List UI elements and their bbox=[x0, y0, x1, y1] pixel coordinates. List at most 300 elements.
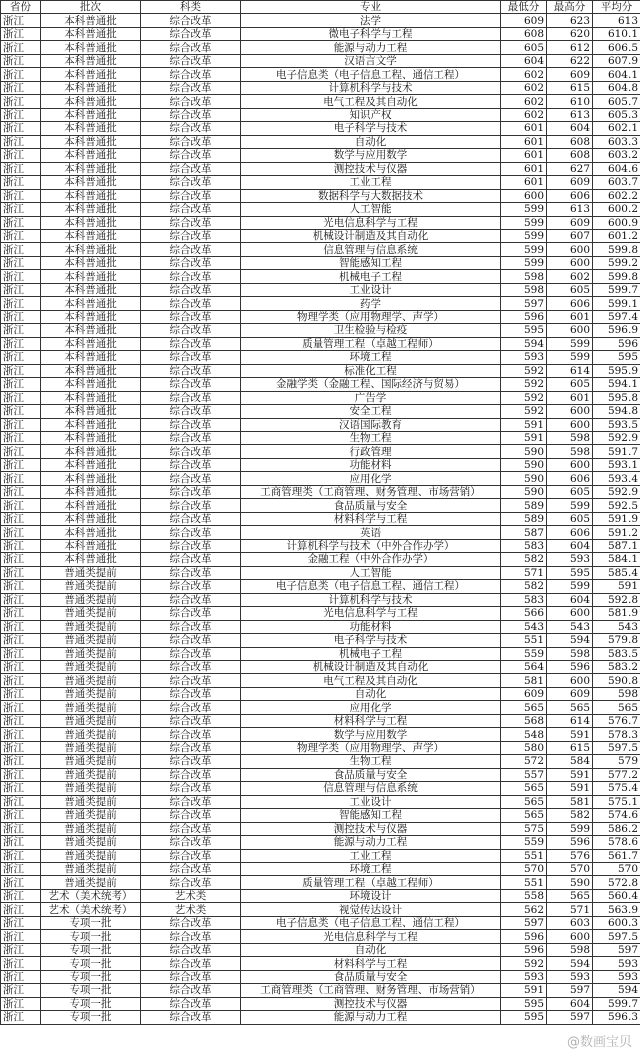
table-row bbox=[1, 539, 640, 552]
batch-cell: 艺术（美术统考） bbox=[41, 889, 141, 902]
table-row bbox=[1, 984, 640, 997]
province-cell: 浙江 bbox=[1, 741, 41, 754]
province-cell: 浙江 bbox=[1, 499, 41, 512]
table-row bbox=[1, 135, 640, 148]
avg-score-cell: 600.3 bbox=[593, 916, 640, 929]
batch-cell: 本科普通批 bbox=[41, 553, 141, 566]
max-score-cell: 609 bbox=[547, 687, 593, 700]
major-cell: 计算机科学与技术（中外合作办学） bbox=[241, 539, 501, 552]
province-cell: 浙江 bbox=[1, 566, 41, 579]
major-cell: 能源与动力工程 bbox=[241, 836, 501, 849]
avg-score-cell: 597 bbox=[593, 943, 640, 956]
min-score-cell: 601 bbox=[501, 162, 547, 175]
avg-score-cell: 591.2 bbox=[593, 526, 640, 539]
province-cell: 浙江 bbox=[1, 997, 41, 1010]
max-score-cell: 602 bbox=[547, 270, 593, 283]
major-cell: 机械电子工程 bbox=[241, 270, 501, 283]
table-row bbox=[1, 68, 640, 81]
batch-cell: 本科普通批 bbox=[41, 27, 141, 40]
max-score-cell: 600 bbox=[547, 607, 593, 620]
min-score-cell: 605 bbox=[501, 41, 547, 54]
batch-cell: 本科普通批 bbox=[41, 283, 141, 296]
avg-score-cell: 595.8 bbox=[593, 391, 640, 404]
batch-cell: 艺术（美术统考） bbox=[41, 903, 141, 916]
category-cell: 综合改革 bbox=[141, 660, 241, 673]
table-row bbox=[1, 647, 640, 660]
batch-cell: 本科普通批 bbox=[41, 95, 141, 108]
batch-cell: 本科普通批 bbox=[41, 189, 141, 202]
table-row bbox=[1, 216, 640, 229]
max-score-cell: 600 bbox=[547, 418, 593, 431]
major-cell: 自动化 bbox=[241, 943, 501, 956]
province-cell: 浙江 bbox=[1, 822, 41, 835]
category-cell: 艺术类 bbox=[141, 889, 241, 902]
category-cell: 综合改革 bbox=[141, 916, 241, 929]
max-score-cell: 609 bbox=[547, 68, 593, 81]
province-cell: 浙江 bbox=[1, 54, 41, 67]
major-cell: 机械设计制造及其自动化 bbox=[241, 229, 501, 242]
batch-cell: 本科普通批 bbox=[41, 458, 141, 471]
major-cell: 卫生检验与检疫 bbox=[241, 324, 501, 337]
min-score-cell: 590 bbox=[501, 445, 547, 458]
avg-score-cell: 572.8 bbox=[593, 876, 640, 889]
avg-score-cell: 597.5 bbox=[593, 741, 640, 754]
avg-score-cell: 591.9 bbox=[593, 512, 640, 525]
batch-cell: 普通类提前 bbox=[41, 580, 141, 593]
province-cell: 浙江 bbox=[1, 310, 41, 323]
province-cell: 浙江 bbox=[1, 135, 41, 148]
province-cell: 浙江 bbox=[1, 580, 41, 593]
table-row bbox=[1, 270, 640, 283]
min-score-cell: 582 bbox=[501, 553, 547, 566]
category-cell: 综合改革 bbox=[141, 984, 241, 997]
category-cell: 综合改革 bbox=[141, 297, 241, 310]
max-score-cell: 600 bbox=[547, 324, 593, 337]
province-cell: 浙江 bbox=[1, 634, 41, 647]
min-score-cell: 593 bbox=[501, 970, 547, 983]
category-cell: 综合改革 bbox=[141, 863, 241, 876]
max-score-cell: 600 bbox=[547, 930, 593, 943]
table-row bbox=[1, 782, 640, 795]
avg-score-cell: 605.7 bbox=[593, 95, 640, 108]
batch-cell: 普通类提前 bbox=[41, 593, 141, 606]
max-score-cell: 604 bbox=[547, 997, 593, 1010]
province-cell: 浙江 bbox=[1, 701, 41, 714]
major-cell: 质量管理工程（卓越工程师） bbox=[241, 876, 501, 889]
avg-score-cell: 593 bbox=[593, 957, 640, 970]
category-cell: 综合改革 bbox=[141, 943, 241, 956]
category-cell: 综合改革 bbox=[141, 876, 241, 889]
province-cell: 浙江 bbox=[1, 458, 41, 471]
avg-score-cell: 575.1 bbox=[593, 795, 640, 808]
province-cell: 浙江 bbox=[1, 916, 41, 929]
max-score-cell: 601 bbox=[547, 391, 593, 404]
min-score-cell: 602 bbox=[501, 81, 547, 94]
major-cell: 药学 bbox=[241, 297, 501, 310]
province-cell: 浙江 bbox=[1, 512, 41, 525]
avg-score-cell: 596 bbox=[593, 337, 640, 350]
avg-score-cell: 599.2 bbox=[593, 256, 640, 269]
avg-score-cell: 578.6 bbox=[593, 836, 640, 849]
category-cell: 综合改革 bbox=[141, 755, 241, 768]
province-cell: 浙江 bbox=[1, 405, 41, 418]
batch-cell: 本科普通批 bbox=[41, 229, 141, 242]
category-cell: 综合改革 bbox=[141, 647, 241, 660]
min-score-cell: 583 bbox=[501, 593, 547, 606]
table-row bbox=[1, 957, 640, 970]
max-score-cell: 605 bbox=[547, 485, 593, 498]
avg-score-cell: 610.1 bbox=[593, 27, 640, 40]
major-cell: 知识产权 bbox=[241, 108, 501, 121]
category-cell: 综合改革 bbox=[141, 795, 241, 808]
batch-cell: 本科普通批 bbox=[41, 297, 141, 310]
max-score-cell: 600 bbox=[547, 458, 593, 471]
max-score-cell: 615 bbox=[547, 81, 593, 94]
major-cell: 自动化 bbox=[241, 687, 501, 700]
province-cell: 浙江 bbox=[1, 647, 41, 660]
province-cell: 浙江 bbox=[1, 863, 41, 876]
table-row bbox=[1, 580, 640, 593]
min-score-cell: 565 bbox=[501, 701, 547, 714]
min-score-cell: 597 bbox=[501, 916, 547, 929]
major-cell: 工商管理类（工商管理、财务管理、市场营销） bbox=[241, 485, 501, 498]
min-score-cell: 580 bbox=[501, 741, 547, 754]
max-score-cell: 600 bbox=[547, 674, 593, 687]
batch-cell: 普通类提前 bbox=[41, 876, 141, 889]
major-cell: 标准化工程 bbox=[241, 364, 501, 377]
batch-cell: 本科普通批 bbox=[41, 310, 141, 323]
max-score-cell: 571 bbox=[547, 903, 593, 916]
batch-cell: 本科普通批 bbox=[41, 135, 141, 148]
category-cell: 综合改革 bbox=[141, 836, 241, 849]
batch-cell: 本科普通批 bbox=[41, 324, 141, 337]
watermark: @数画宝贝 bbox=[567, 1031, 632, 1050]
avg-score-cell: 600.9 bbox=[593, 216, 640, 229]
max-score-cell: 606 bbox=[547, 297, 593, 310]
max-score-cell: 604 bbox=[547, 539, 593, 552]
avg-score-cell: 599.7 bbox=[593, 283, 640, 296]
table-row bbox=[1, 310, 640, 323]
max-score-cell: 599 bbox=[547, 337, 593, 350]
batch-cell: 普通类提前 bbox=[41, 836, 141, 849]
avg-score-cell: 603.3 bbox=[593, 135, 640, 148]
category-cell: 综合改革 bbox=[141, 701, 241, 714]
category-cell: 综合改革 bbox=[141, 405, 241, 418]
table-body bbox=[1, 14, 640, 1024]
avg-score-cell: 613 bbox=[593, 14, 640, 27]
province-cell: 浙江 bbox=[1, 324, 41, 337]
category-cell: 综合改革 bbox=[141, 203, 241, 216]
min-score-cell: 590 bbox=[501, 472, 547, 485]
avg-score-cell: 594.8 bbox=[593, 405, 640, 418]
min-score-cell: 559 bbox=[501, 836, 547, 849]
avg-score-cell: 577.2 bbox=[593, 768, 640, 781]
table-row bbox=[1, 14, 640, 27]
province-cell: 浙江 bbox=[1, 81, 41, 94]
province-cell: 浙江 bbox=[1, 122, 41, 135]
province-cell: 浙江 bbox=[1, 243, 41, 256]
min-score-cell: 609 bbox=[501, 14, 547, 27]
max-score-cell: 593 bbox=[547, 553, 593, 566]
category-cell: 综合改革 bbox=[141, 930, 241, 943]
batch-cell: 普通类提前 bbox=[41, 849, 141, 862]
min-score-cell: 601 bbox=[501, 122, 547, 135]
province-cell: 浙江 bbox=[1, 984, 41, 997]
category-cell: 综合改革 bbox=[141, 95, 241, 108]
province-cell: 浙江 bbox=[1, 943, 41, 956]
batch-cell: 本科普通批 bbox=[41, 122, 141, 135]
category-cell: 综合改革 bbox=[141, 283, 241, 296]
table-row bbox=[1, 809, 640, 822]
min-score-cell: 599 bbox=[501, 229, 547, 242]
province-cell: 浙江 bbox=[1, 593, 41, 606]
province-cell: 浙江 bbox=[1, 378, 41, 391]
avg-score-cell: 583.5 bbox=[593, 647, 640, 660]
category-cell: 综合改革 bbox=[141, 539, 241, 552]
province-cell: 浙江 bbox=[1, 970, 41, 983]
batch-cell: 本科普通批 bbox=[41, 499, 141, 512]
min-score-cell: 608 bbox=[501, 27, 547, 40]
major-cell: 数据科学与大数据技术 bbox=[241, 189, 501, 202]
province-cell: 浙江 bbox=[1, 472, 41, 485]
table-row bbox=[1, 27, 640, 40]
min-score-cell: 562 bbox=[501, 903, 547, 916]
major-cell: 物理学类（应用物理学、声学） bbox=[241, 310, 501, 323]
min-score-cell: 596 bbox=[501, 930, 547, 943]
max-score-cell: 593 bbox=[547, 970, 593, 983]
table-row bbox=[1, 755, 640, 768]
min-score-cell: 571 bbox=[501, 566, 547, 579]
major-cell: 人工智能 bbox=[241, 203, 501, 216]
table-row bbox=[1, 553, 640, 566]
max-score-cell: 597 bbox=[547, 1011, 593, 1024]
major-cell: 光电信息科学与工程 bbox=[241, 930, 501, 943]
province-cell: 浙江 bbox=[1, 189, 41, 202]
batch-cell: 本科普通批 bbox=[41, 54, 141, 67]
category-cell: 综合改革 bbox=[141, 593, 241, 606]
major-cell: 生物工程 bbox=[241, 755, 501, 768]
max-score-cell: 600 bbox=[547, 243, 593, 256]
province-cell: 浙江 bbox=[1, 432, 41, 445]
max-score-cell: 609 bbox=[547, 176, 593, 189]
avg-score-cell: 563.9 bbox=[593, 903, 640, 916]
batch-cell: 普通类提前 bbox=[41, 660, 141, 673]
avg-score-cell: 565 bbox=[593, 701, 640, 714]
avg-score-cell: 596.3 bbox=[593, 1011, 640, 1024]
table-row bbox=[1, 822, 640, 835]
major-cell: 光电信息科学与工程 bbox=[241, 607, 501, 620]
category-cell: 综合改革 bbox=[141, 809, 241, 822]
category-cell: 综合改革 bbox=[141, 54, 241, 67]
min-score-cell: 559 bbox=[501, 647, 547, 660]
province-cell: 浙江 bbox=[1, 162, 41, 175]
category-cell: 综合改革 bbox=[141, 472, 241, 485]
major-cell: 生物工程 bbox=[241, 432, 501, 445]
major-cell: 电气工程及其自动化 bbox=[241, 95, 501, 108]
province-cell: 浙江 bbox=[1, 108, 41, 121]
province-cell: 浙江 bbox=[1, 445, 41, 458]
table-row bbox=[1, 149, 640, 162]
major-cell: 物理学类（应用物理学、声学） bbox=[241, 741, 501, 754]
category-cell: 综合改革 bbox=[141, 418, 241, 431]
avg-score-cell: 605.3 bbox=[593, 108, 640, 121]
category-cell: 综合改革 bbox=[141, 970, 241, 983]
batch-cell: 本科普通批 bbox=[41, 418, 141, 431]
table-row bbox=[1, 499, 640, 512]
major-cell: 人工智能 bbox=[241, 566, 501, 579]
avg-score-cell: 576.7 bbox=[593, 714, 640, 727]
avg-score-cell: 560.4 bbox=[593, 889, 640, 902]
min-score-cell: 600 bbox=[501, 189, 547, 202]
min-score-cell: 604 bbox=[501, 54, 547, 67]
table-row bbox=[1, 701, 640, 714]
min-score-cell: 558 bbox=[501, 889, 547, 902]
table-row bbox=[1, 445, 640, 458]
min-score-cell: 601 bbox=[501, 176, 547, 189]
table-row bbox=[1, 768, 640, 781]
min-score-cell: 590 bbox=[501, 485, 547, 498]
category-cell: 综合改革 bbox=[141, 391, 241, 404]
batch-cell: 本科普通批 bbox=[41, 337, 141, 350]
province-cell: 浙江 bbox=[1, 229, 41, 242]
category-cell: 综合改革 bbox=[141, 176, 241, 189]
table-row bbox=[1, 741, 640, 754]
batch-cell: 本科普通批 bbox=[41, 351, 141, 364]
table-row bbox=[1, 122, 640, 135]
province-cell: 浙江 bbox=[1, 351, 41, 364]
province-cell: 浙江 bbox=[1, 216, 41, 229]
category-cell: 综合改革 bbox=[141, 566, 241, 579]
category-cell: 综合改革 bbox=[141, 27, 241, 40]
major-cell: 工业工程 bbox=[241, 176, 501, 189]
table-row bbox=[1, 351, 640, 364]
avg-score-cell: 591 bbox=[593, 580, 640, 593]
batch-cell: 普通类提前 bbox=[41, 634, 141, 647]
min-score-cell: 599 bbox=[501, 216, 547, 229]
category-cell: 综合改革 bbox=[141, 634, 241, 647]
avg-score-cell: 602.1 bbox=[593, 122, 640, 135]
min-score-cell: 599 bbox=[501, 243, 547, 256]
province-cell: 浙江 bbox=[1, 418, 41, 431]
min-score-cell: 594 bbox=[501, 337, 547, 350]
table-row bbox=[1, 364, 640, 377]
table-row bbox=[1, 472, 640, 485]
avg-score-cell: 600.2 bbox=[593, 203, 640, 216]
max-score-cell: 591 bbox=[547, 782, 593, 795]
batch-cell: 本科普通批 bbox=[41, 270, 141, 283]
max-score-cell: 596 bbox=[547, 836, 593, 849]
major-cell: 工业设计 bbox=[241, 795, 501, 808]
major-cell: 电子科学与技术 bbox=[241, 122, 501, 135]
table-row bbox=[1, 943, 640, 956]
max-score-cell: 598 bbox=[547, 432, 593, 445]
min-score-cell: 587 bbox=[501, 526, 547, 539]
table-row bbox=[1, 930, 640, 943]
max-score-cell: 606 bbox=[547, 526, 593, 539]
major-cell: 机械电子工程 bbox=[241, 647, 501, 660]
major-cell: 测控技术与仪器 bbox=[241, 822, 501, 835]
province-cell: 浙江 bbox=[1, 795, 41, 808]
batch-cell: 专项一批 bbox=[41, 984, 141, 997]
max-score-cell: 594 bbox=[547, 634, 593, 647]
province-cell: 浙江 bbox=[1, 930, 41, 943]
avg-score-cell: 543 bbox=[593, 620, 640, 633]
avg-score-cell: 579 bbox=[593, 755, 640, 768]
category-cell: 综合改革 bbox=[141, 782, 241, 795]
table-row bbox=[1, 687, 640, 700]
category-cell: 综合改革 bbox=[141, 432, 241, 445]
batch-cell: 本科普通批 bbox=[41, 14, 141, 27]
table-row bbox=[1, 795, 640, 808]
category-cell: 综合改革 bbox=[141, 445, 241, 458]
province-cell: 浙江 bbox=[1, 876, 41, 889]
avg-score-cell: 574.6 bbox=[593, 809, 640, 822]
major-cell: 光电信息科学与工程 bbox=[241, 216, 501, 229]
max-score-cell: 608 bbox=[547, 149, 593, 162]
table-row bbox=[1, 863, 640, 876]
table-row bbox=[1, 876, 640, 889]
header-batch: 批次 bbox=[41, 1, 141, 14]
min-score-cell: 565 bbox=[501, 809, 547, 822]
province-cell: 浙江 bbox=[1, 903, 41, 916]
category-cell: 综合改革 bbox=[141, 485, 241, 498]
table-row bbox=[1, 418, 640, 431]
table-row bbox=[1, 660, 640, 673]
min-score-cell: 590 bbox=[501, 458, 547, 471]
max-score-cell: 591 bbox=[547, 728, 593, 741]
batch-cell: 本科普通批 bbox=[41, 108, 141, 121]
major-cell: 计算机科学与技术 bbox=[241, 81, 501, 94]
max-score-cell: 608 bbox=[547, 135, 593, 148]
table-row bbox=[1, 297, 640, 310]
min-score-cell: 564 bbox=[501, 660, 547, 673]
table-row bbox=[1, 620, 640, 633]
table-row bbox=[1, 566, 640, 579]
major-cell: 环境设计 bbox=[241, 889, 501, 902]
batch-cell: 本科普通批 bbox=[41, 405, 141, 418]
batch-cell: 本科普通批 bbox=[41, 364, 141, 377]
table-row bbox=[1, 634, 640, 647]
major-cell: 工商管理类（工商管理、财务管理、市场营销） bbox=[241, 984, 501, 997]
min-score-cell: 589 bbox=[501, 499, 547, 512]
major-cell: 应用化学 bbox=[241, 472, 501, 485]
batch-cell: 普通类提前 bbox=[41, 809, 141, 822]
min-score-cell: 589 bbox=[501, 512, 547, 525]
category-cell: 综合改革 bbox=[141, 229, 241, 242]
max-score-cell: 591 bbox=[547, 768, 593, 781]
min-score-cell: 591 bbox=[501, 432, 547, 445]
major-cell: 视觉传达设计 bbox=[241, 903, 501, 916]
table-row bbox=[1, 229, 640, 242]
max-score-cell: 613 bbox=[547, 108, 593, 121]
province-cell: 浙江 bbox=[1, 620, 41, 633]
avg-score-cell: 592.9 bbox=[593, 432, 640, 445]
table-row bbox=[1, 997, 640, 1010]
header-avg-score: 平均分 bbox=[593, 1, 640, 14]
category-cell: 综合改革 bbox=[141, 607, 241, 620]
batch-cell: 本科普通批 bbox=[41, 472, 141, 485]
header-province: 省份 bbox=[1, 1, 41, 14]
category-cell: 综合改革 bbox=[141, 526, 241, 539]
min-score-cell: 596 bbox=[501, 310, 547, 323]
min-score-cell: 551 bbox=[501, 849, 547, 862]
avg-score-cell: 599.8 bbox=[593, 243, 640, 256]
max-score-cell: 543 bbox=[547, 620, 593, 633]
table-row bbox=[1, 256, 640, 269]
category-cell: 综合改革 bbox=[141, 324, 241, 337]
batch-cell: 专项一批 bbox=[41, 1011, 141, 1024]
category-cell: 综合改革 bbox=[141, 135, 241, 148]
